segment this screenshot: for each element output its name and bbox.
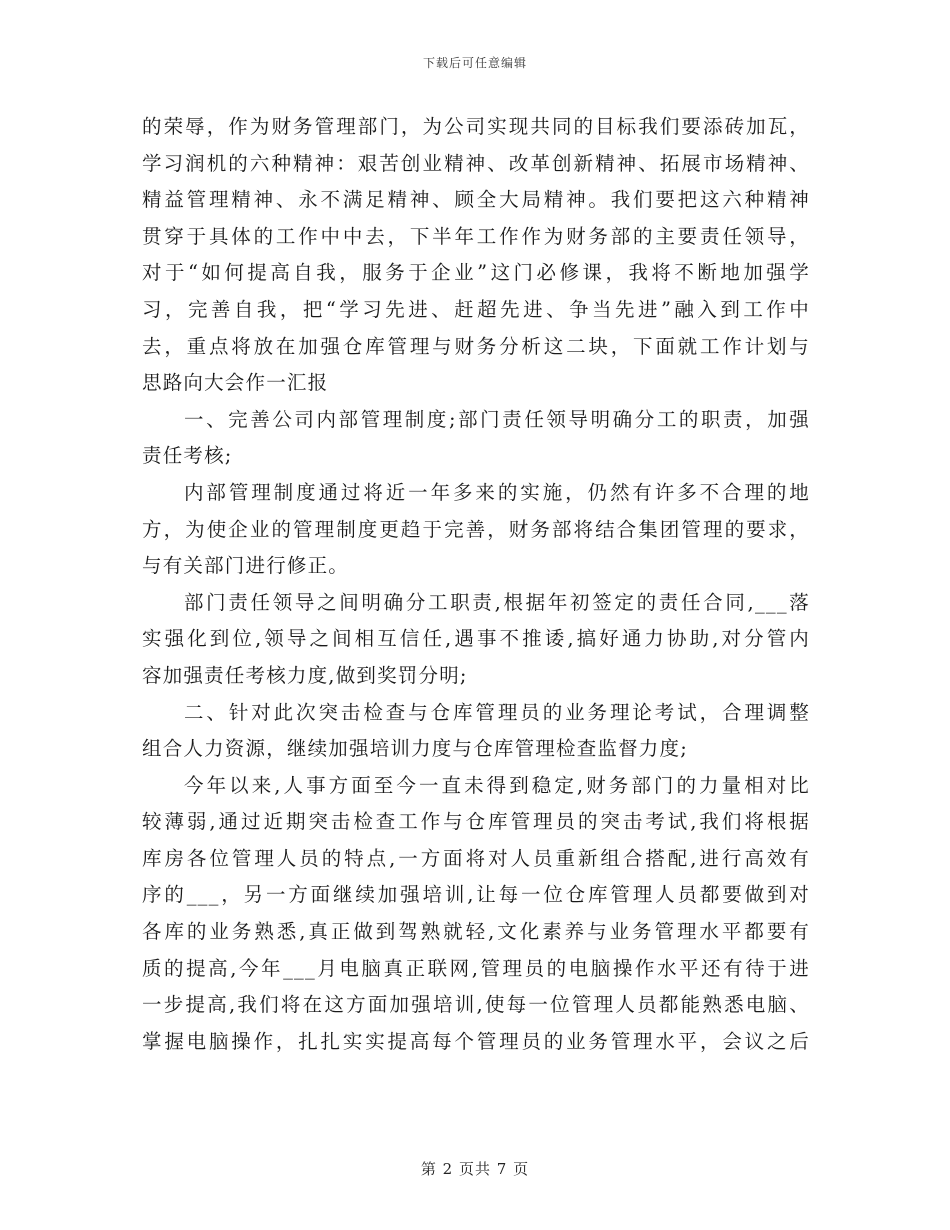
text-line: 一、完善公司内部管理制度;部门责任领导明确分工的职责，加强: [184, 407, 810, 431]
text-line: 部门责任领导之间明确分工职责,根据年初签定的责任合同,___落: [184, 590, 810, 614]
text-line: 实强化到位,领导之间相互信任,遇事不推诿,搞好通力协助,对分管内: [142, 627, 810, 651]
text-line: 各库的业务熟悉,真正做到驾熟就轻,文化素养与业务管理水平都要有: [142, 920, 810, 944]
text-line: 序的___，另一方面继续加强培训,让每一位仓库管理人员都要做到对: [142, 883, 810, 907]
text-line: 去，重点将放在加强仓库管理与财务分析这二块，下面就工作计划与: [142, 334, 810, 358]
text-line: 组合人力资源，继续加强培训力度与仓库管理检查监督力度;: [142, 737, 688, 761]
text-line: 贯穿于具体的工作中中去，下半年工作作为财务部的主要责任领导，: [142, 224, 810, 248]
text-line: 责任考核;: [142, 444, 233, 468]
text-line: 思路向大会作一汇报: [142, 371, 329, 395]
page-footer: 第 2 页共 7 页: [420, 1160, 530, 1178]
text-line: 方，为使企业的管理制度更趋于完善，财务部将结合集团管理的要求，: [142, 517, 810, 541]
text-line: 较薄弱,通过近期突击检查工作与仓库管理员的突击考试,我们将根据: [142, 810, 810, 834]
text-line: 精益管理精神、永不满足精神、顾全大局精神。我们要把这六种精神: [142, 188, 810, 212]
text-line: 一步提高,我们将在这方面加强培训,使每一位管理人员都能熟悉电脑、: [142, 993, 810, 1017]
text-line: 内部管理制度通过将近一年多来的实施，仍然有许多不合理的地: [184, 480, 810, 504]
text-line: 今年以来,人事方面至今一直未得到稳定,财务部门的力量相对比: [184, 773, 810, 797]
text-line: 对于“如何提高自我，服务于企业”这门必修课，我将不断地加强学: [142, 261, 810, 285]
page-header: 下载后可任意编辑: [422, 56, 527, 70]
text-line: 学习润机的六种精神：艰苦创业精神、改革创新精神、拓展市场精神、: [142, 151, 810, 175]
text-line: 的荣辱，作为财务管理部门，为公司实现共同的目标我们要添砖加瓦，: [142, 115, 810, 138]
text-line: 质的提高,今年___月电脑真正联网,管理员的电脑操作水平还有待于进: [142, 956, 810, 980]
text-line: 二、针对此次突击检查与仓库管理员的业务理论考试，合理调整: [184, 700, 810, 724]
text-line: 库房各位管理人员的特点,一方面将对人员重新组合搭配,进行高效有: [142, 846, 810, 870]
document-body: [142, 109, 810, 1060]
text-line: 掌握电脑操作，扎扎实实提高每个管理员的业务管理水平，会议之后: [142, 1029, 810, 1053]
text-line: 习，完善自我，把“学习先进、赶超先进、争当先进”融入到工作中: [142, 297, 810, 321]
text-line: 容加强责任考核力度,做到奖罚分明;: [142, 663, 468, 687]
text-line: 与有关部门进行修正。: [142, 554, 350, 578]
